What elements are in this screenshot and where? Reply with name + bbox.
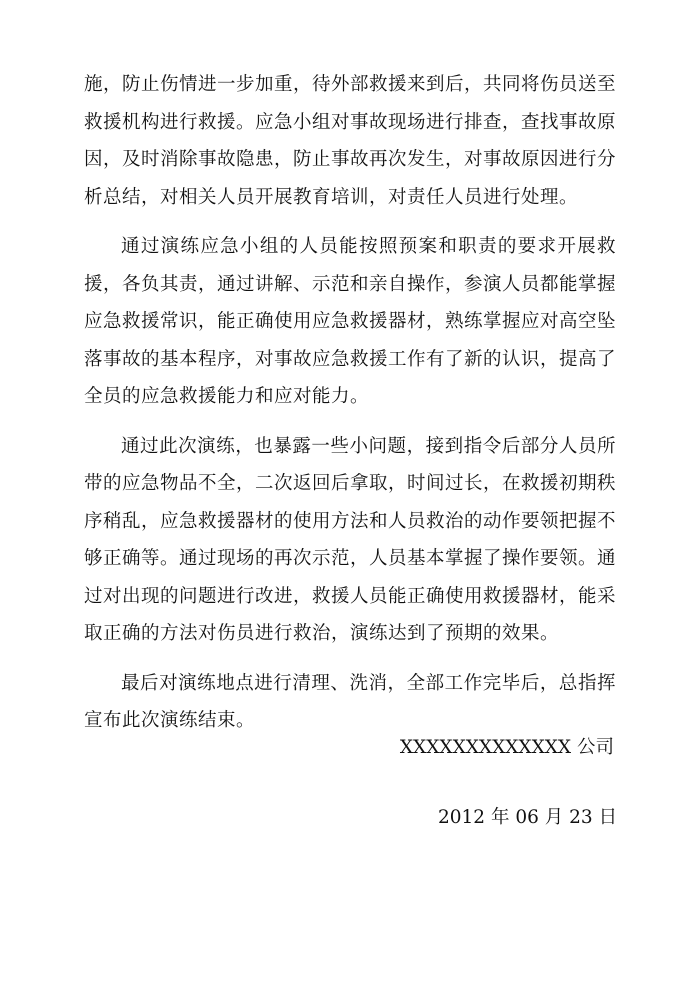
document-body (84, 66, 616, 752)
document-date: 2012 年 06 月 23 日 (438, 807, 618, 828)
paragraph-problems-found: 通过此次演练，也暴露一些小问题，接到指令后部分人员所带的应急物品不全，二次返回后拿取，时间过长，在救援初期秩序稍乱，应急救援器材的使用方法和人员救治的动作要领把握不够正确等。通过现场的再次示范，人员基本掌握了操作要领。通过对出现的问题进行改进，救援人员能正确使用救援器材，能采取正确的方法对伤员进行救治，演练达到了预期的效果。 (84, 435, 617, 644)
paragraph-drill-results: 通过演练应急小组的人员能按照预案和职责的要求开展救援，各负其责，通过讲解、示范和亲自操作，参演人员都能掌握应急救援常识，能正确使用应急救援器材，熟练掌握应对高空坠落事故的基本程序，对事故应急救援工作有了新的认识，提高了全员的应急救援能力和应对能力。 (84, 236, 617, 407)
paragraph-continuation: 施，防止伤情进一步加重，待外部救援来到后，共同将伤员送至救援机构进行救援。应急小组对事故现场进行排查，查找事故原因，及时消除事故隐患，防止事故再次发生，对事故原因进行分析总结，对相关人员开展教育培训，对责任人员进行处理。 (84, 74, 617, 208)
company-signature: XXXXXXXXXXXXX 公司 (399, 737, 614, 758)
paragraph-conclusion: 最后对演练地点进行清理、洗消，全部工作完毕后，总指挥宣布此次演练结束。 (84, 672, 616, 731)
